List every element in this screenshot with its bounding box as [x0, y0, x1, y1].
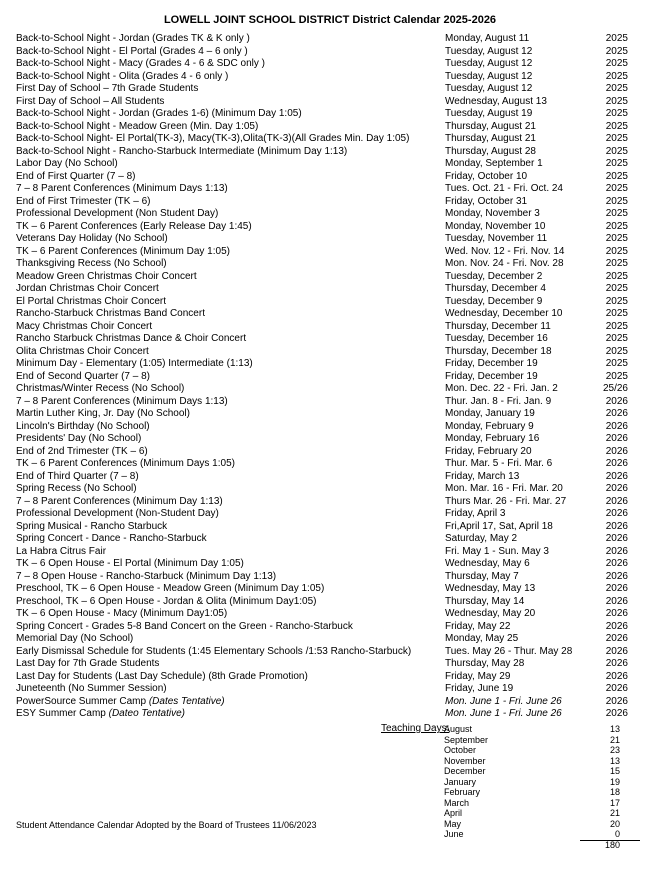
event-name: 7 – 8 Parent Conferences (Minimum Days 1:13)	[16, 183, 228, 194]
event-row	[16, 658, 628, 671]
event-year: 2026	[605, 683, 628, 694]
teaching-days-row	[444, 819, 620, 830]
event-row	[16, 271, 628, 284]
event-year: 2026	[605, 508, 628, 519]
event-row	[16, 358, 628, 371]
event-name: Spring Concert - Dance - Rancho-Starbuck	[16, 533, 207, 544]
event-date: Monday, February 9	[445, 420, 534, 432]
teaching-days-row	[444, 787, 620, 798]
event-date: Monday, August 11	[445, 33, 530, 44]
event-row	[16, 521, 628, 534]
event-year: 25/26	[602, 383, 628, 394]
event-name: TK – 6 Parent Conferences (Minimum Days 1:05)	[16, 458, 235, 469]
event-year: 2025	[605, 83, 628, 94]
event-year: 2025	[605, 45, 628, 57]
event-date: Thur. Jan. 8 - Fri. Jan. 9	[445, 395, 552, 407]
month-days: 17	[609, 797, 620, 808]
event-name: Macy Christmas Choir Concert	[16, 320, 153, 332]
event-name: Meadow Green Christmas Choir Concert	[16, 270, 197, 282]
event-name: Labor Day (No School)	[16, 158, 118, 169]
event-year: 2026	[605, 695, 628, 707]
event-date: Fri. May 1 - Sun. May 3	[445, 545, 549, 557]
event-row	[16, 158, 628, 171]
event-name: First Day of School – 7th Grade Students	[16, 83, 199, 94]
event-date: Friday, December 19	[445, 370, 538, 382]
event-name: Martin Luther King, Jr. Day (No School)	[16, 408, 190, 419]
event-year: 2025	[605, 195, 628, 207]
month-name: December	[444, 766, 486, 777]
month-name: February	[444, 787, 481, 798]
event-row	[16, 283, 628, 296]
teaching-days-table	[444, 724, 620, 840]
event-date: Friday, March 13	[445, 470, 520, 482]
event-year: 2025	[605, 120, 628, 132]
event-row	[16, 483, 628, 496]
event-name: El Portal Christmas Choir Concert	[16, 295, 167, 307]
teaching-days-row	[444, 777, 620, 788]
event-year: 2025	[605, 220, 628, 232]
month-days: 0	[614, 829, 620, 840]
event-year: 2025	[605, 108, 628, 119]
event-year: 2026	[605, 645, 628, 657]
event-row	[16, 208, 628, 221]
event-year: 2025	[605, 333, 628, 344]
month-days: 21	[609, 808, 620, 819]
event-year: 2026	[605, 420, 628, 432]
event-row	[16, 408, 628, 421]
teaching-days-row	[444, 756, 620, 767]
event-date: Monday, February 16	[445, 433, 540, 444]
event-name: Back-to-School Night - Meadow Green (Min. Day 1:05)	[16, 120, 259, 132]
events-table	[16, 33, 628, 721]
event-year: 2025	[605, 233, 628, 244]
event-row	[16, 421, 628, 434]
event-name: Rancho Starbuck Christmas Dance & Choir Concert	[16, 333, 247, 344]
event-row	[16, 683, 628, 696]
event-name: TK – 6 Parent Conferences (Early Release Day 1:45)	[16, 220, 252, 232]
event-name: Last Day for Students (Last Day Schedule) (8th Grade Promotion)	[16, 670, 308, 682]
event-date: Monday, September 1	[445, 158, 543, 169]
event-name: La Habra Citrus Fair	[16, 545, 107, 557]
event-date: Wed. Nov. 12 - Fri. Nov. 14	[445, 245, 565, 257]
month-name: September	[444, 734, 489, 745]
event-date: Saturday, May 2	[445, 533, 518, 544]
event-year: 2025	[605, 33, 628, 44]
event-year: 2026	[605, 408, 628, 419]
page-title: LOWELL JOINT SCHOOL DISTRICT District Calendar 2025-2026	[163, 14, 497, 26]
event-name: Lincoln's Birthday (No School)	[16, 420, 150, 432]
event-name: Jordan Christmas Choir Concert	[16, 283, 159, 294]
event-name: Professional Development (Non-Student Day)	[16, 508, 219, 519]
event-row	[16, 233, 628, 246]
event-date: Thursday, December 18	[445, 345, 552, 357]
event-name: Minimum Day - Elementary (1:05) Intermediate (1:13)	[16, 358, 253, 369]
event-year: 2025	[605, 170, 628, 182]
teaching-days-row	[444, 808, 620, 819]
event-name: Professional Development (Non Student Day)	[16, 208, 219, 219]
event-name: TK – 6 Parent Conferences (Minimum Day 1:05)	[16, 245, 230, 257]
event-row	[16, 246, 628, 259]
event-year: 2026	[605, 433, 628, 444]
event-date: Friday, June 19	[445, 683, 514, 694]
event-year: 2025	[605, 358, 628, 369]
event-date: Mon. Nov. 24 - Fri. Nov. 28	[445, 258, 564, 269]
month-days: 21	[609, 734, 620, 745]
event-date: Friday, October 10	[445, 170, 528, 182]
event-date: Tuesday, August 12	[445, 58, 533, 69]
event-year: 2025	[605, 133, 628, 144]
month-name: January	[444, 776, 477, 787]
month-days: 15	[609, 766, 620, 777]
event-year: 2025	[605, 270, 628, 282]
month-name: April	[444, 808, 463, 819]
event-year: 2025	[605, 370, 628, 382]
event-year: 2026	[605, 608, 628, 619]
event-name: Juneteenth (No Summer Session)	[16, 683, 167, 694]
event-date: Tuesday, December 2	[445, 270, 543, 282]
event-row	[16, 196, 628, 209]
event-date: Thur. Mar. 5 - Fri. Mar. 6	[445, 458, 553, 469]
event-row	[16, 646, 628, 659]
event-date: Wednesday, May 20	[445, 608, 536, 619]
event-name: Back-to-School Night - Jordan (Grades 1-6) (Minimum Day 1:05)	[16, 108, 302, 119]
event-date: Monday, November 10	[445, 220, 546, 232]
event-row	[16, 596, 628, 609]
event-row	[16, 433, 628, 446]
event-year: 2025	[605, 58, 628, 69]
month-name: November	[444, 755, 486, 766]
event-row	[16, 83, 628, 96]
event-row	[16, 121, 628, 134]
event-row	[16, 183, 628, 196]
event-date: Mon. June 1 - Fri. June 26	[445, 695, 562, 707]
event-name: Back-to-School Night - Macy (Grades 4 - 6 & SDC only )	[16, 58, 265, 69]
event-name: End of Second Quarter (7 – 8)	[16, 370, 150, 382]
teaching-days-row	[444, 829, 620, 840]
event-row	[16, 533, 628, 546]
month-days: 20	[609, 818, 620, 829]
event-year: 2025	[605, 283, 628, 294]
event-date: Thursday, December 4	[445, 283, 546, 294]
event-date: Wednesday, August 13	[445, 95, 547, 107]
adoption-note: Student Attendance Calendar Adopted by the Board of Trustees 11/06/2023	[16, 820, 317, 830]
event-row	[16, 258, 628, 271]
event-row	[16, 333, 628, 346]
teaching-days-total: 180	[604, 840, 620, 850]
event-row	[16, 608, 628, 621]
event-date: Monday, January 19	[445, 408, 535, 419]
event-date: Thursday, May 14	[445, 595, 525, 607]
event-year: 2025	[605, 95, 628, 107]
event-name: 7 – 8 Open House - Rancho-Starbuck (Minimum Day 1:13)	[16, 570, 277, 582]
event-date: Monday, November 3	[445, 208, 540, 219]
event-year: 2026	[605, 633, 628, 644]
event-year: 2026	[605, 483, 628, 494]
teaching-days-label: Teaching Days:	[381, 723, 450, 734]
event-name: First Day of School – All Students	[16, 95, 165, 107]
event-note: (Dates Tentative)	[148, 695, 225, 707]
month-days: 18	[609, 787, 620, 798]
event-date: Friday, May 29	[445, 670, 511, 682]
event-name: Rancho-Starbuck Christmas Band Concert	[16, 308, 205, 319]
event-date: Tues. Oct. 21 - Fri. Oct. 24	[445, 183, 563, 194]
event-name: Christmas/Winter Recess (No School)	[16, 383, 185, 394]
event-row	[16, 446, 628, 459]
event-row	[16, 396, 628, 409]
event-date: Friday, December 19	[445, 358, 538, 369]
event-year: 2026	[605, 458, 628, 469]
event-row	[16, 471, 628, 484]
event-name: Back-to-School Night - Olita (Grades 4 - 6 only )	[16, 70, 229, 82]
event-row	[16, 133, 628, 146]
event-date: Friday, May 22	[445, 620, 511, 632]
event-row	[16, 546, 628, 559]
event-name: TK – 6 Open House - Macy (Minimum Day1:05)	[16, 608, 228, 619]
event-date: Friday, February 20	[445, 445, 532, 457]
event-year: 2026	[605, 620, 628, 632]
event-row	[16, 708, 628, 721]
teaching-days-row	[444, 724, 620, 735]
event-row	[16, 458, 628, 471]
event-name: Early Dismissal Schedule for Students (1:45 Elementary Schools /1:53 Rancho-Starbuck)	[16, 645, 412, 657]
event-date: Tues. May 26 - Thur. May 28	[445, 645, 573, 657]
event-date: Tuesday, December 16	[445, 333, 548, 344]
month-name: October	[444, 745, 477, 756]
event-date: Thursday, May 28	[445, 658, 525, 669]
event-date: Thurs Mar. 26 - Fri. Mar. 27	[445, 495, 567, 507]
event-date: Tuesday, August 12	[445, 83, 533, 94]
event-row	[16, 46, 628, 59]
event-name: 7 – 8 Parent Conferences (Minimum Days 1:13)	[16, 395, 228, 407]
event-year: 2026	[605, 520, 628, 532]
event-row	[16, 671, 628, 684]
teaching-days-row	[444, 798, 620, 809]
event-row	[16, 171, 628, 184]
event-name: Veterans Day Holiday (No School)	[16, 233, 168, 244]
event-name: Presidents' Day (No School)	[16, 433, 142, 444]
event-year: 2025	[605, 158, 628, 169]
event-date: Mon. Dec. 22 - Fri. Jan. 2	[445, 383, 558, 394]
event-date: Thursday, August 21	[445, 120, 536, 132]
event-row	[16, 571, 628, 584]
month-name: March	[444, 797, 470, 808]
event-year: 2025	[605, 295, 628, 307]
event-row	[16, 371, 628, 384]
event-year: 2026	[605, 495, 628, 507]
event-year: 2025	[605, 145, 628, 157]
event-row	[16, 321, 628, 334]
event-date: Fri,April 17, Sat, April 18	[445, 520, 553, 532]
event-name: Memorial Day (No School)	[16, 633, 134, 644]
event-date: Wednesday, December 10	[445, 308, 563, 319]
event-row	[16, 583, 628, 596]
event-year: 2025	[605, 70, 628, 82]
event-year: 2026	[605, 670, 628, 682]
event-year: 2026	[605, 545, 628, 557]
month-name: May	[444, 818, 462, 829]
month-name: June	[444, 829, 464, 840]
event-year: 2026	[605, 470, 628, 482]
event-name: Last Day for 7th Grade Students	[16, 658, 160, 669]
event-name: Preschool, TK – 6 Open House - Meadow Green (Minimum Day 1:05)	[16, 583, 325, 594]
event-row	[16, 221, 628, 234]
event-year: 2025	[605, 245, 628, 257]
event-row	[16, 296, 628, 309]
event-year: 2026	[605, 658, 628, 669]
event-name: Spring Concert - Grades 5-8 Band Concert on the Green - Rancho-Starbuck	[16, 620, 353, 632]
event-row	[16, 308, 628, 321]
event-date: Thursday, August 21	[445, 133, 536, 144]
event-name: Back-to-School Night - El Portal (Grades 4 – 6 only )	[16, 45, 248, 57]
event-name: Olita Christmas Choir Concert	[16, 345, 149, 357]
event-date: Thursday, December 11	[445, 320, 551, 332]
event-year: 2026	[605, 395, 628, 407]
event-name: End of 2nd Trimester (TK – 6)	[16, 445, 148, 457]
event-row	[16, 496, 628, 509]
event-year: 2026	[605, 570, 628, 582]
event-name: ESY Summer Camp (Dateo Tentative)	[16, 708, 185, 719]
event-year: 2026	[605, 583, 628, 594]
event-row	[16, 621, 628, 634]
event-date: Wednesday, May 6	[445, 558, 530, 569]
event-name: TK – 6 Open House - El Portal (Minimum Day 1:05)	[16, 558, 244, 569]
event-date: Tuesday, November 11	[445, 233, 548, 244]
event-name: Spring Recess (No School)	[16, 483, 137, 494]
event-date: Thursday, May 7	[445, 570, 519, 582]
event-name: End of Third Quarter (7 – 8)	[16, 470, 139, 482]
event-name: End of First Trimester (TK – 6)	[16, 195, 151, 207]
event-date: Mon. June 1 - Fri. June 26	[445, 708, 562, 719]
event-date: Wednesday, May 13	[445, 583, 536, 594]
event-year: 2025	[605, 208, 628, 219]
event-row	[16, 146, 628, 159]
event-year: 2025	[605, 308, 628, 319]
event-row	[16, 58, 628, 71]
event-year: 2026	[605, 445, 628, 457]
event-date: Tuesday, August 12	[445, 70, 533, 82]
event-row	[16, 71, 628, 84]
event-year: 2026	[605, 595, 628, 607]
event-name: Preschool, TK – 6 Open House - Jordan & Olita (Minimum Day1:05)	[16, 595, 317, 607]
event-year: 2026	[605, 533, 628, 544]
month-days: 13	[609, 724, 620, 734]
event-year: 2025	[605, 258, 628, 269]
event-name: End of First Quarter (7 – 8)	[16, 170, 136, 182]
event-year: 2025	[605, 183, 628, 194]
teaching-days-row	[444, 766, 620, 777]
event-row	[16, 558, 628, 571]
month-name: August	[444, 724, 473, 734]
event-note: (Dateo Tentative)	[108, 708, 185, 719]
event-year: 2025	[605, 345, 628, 357]
event-date: Tuesday, August 12	[445, 45, 533, 57]
event-date: Tuesday, August 19	[445, 108, 533, 119]
event-year: 2026	[605, 708, 628, 719]
event-row	[16, 383, 628, 396]
event-row	[16, 346, 628, 359]
event-name: 7 – 8 Parent Conferences (Minimum Day 1:13)	[16, 495, 223, 507]
event-row	[16, 96, 628, 109]
teaching-days-row	[444, 735, 620, 746]
event-name: Spring Musical - Rancho Starbuck	[16, 520, 168, 532]
event-date: Tuesday, December 9	[445, 295, 543, 307]
event-row	[16, 508, 628, 521]
event-row	[16, 108, 628, 121]
event-name: Back-to-School Night - Jordan (Grades TK & K only )	[16, 33, 250, 44]
event-date: Mon. Mar. 16 - Fri. Mar. 20	[445, 483, 563, 494]
event-name: Back-to-School Night- El Portal(TK-3), Macy(TK-3),Olita(TK-3)(All Grades Min. Day 1:05)	[16, 133, 410, 144]
event-date: Friday, April 3	[445, 508, 506, 519]
event-name: Back-to-School Night - Rancho-Starbuck Intermediate (Minimum Day 1:13)	[16, 145, 348, 157]
event-year: 2025	[605, 320, 628, 332]
event-date: Monday, May 25	[445, 633, 519, 644]
month-days: 23	[609, 745, 620, 756]
event-date: Friday, October 31	[445, 195, 528, 207]
event-year: 2026	[605, 558, 628, 569]
event-row	[16, 633, 628, 646]
event-row	[16, 33, 628, 46]
month-days: 13	[609, 755, 620, 766]
teaching-days-row	[444, 745, 620, 756]
event-name: Thanksgiving Recess (No School)	[16, 258, 167, 269]
month-days: 19	[609, 776, 620, 787]
event-date: Thursday, August 28	[445, 145, 536, 157]
event-name: PowerSource Summer Camp (Dates Tentative)	[16, 695, 225, 707]
event-row	[16, 696, 628, 709]
